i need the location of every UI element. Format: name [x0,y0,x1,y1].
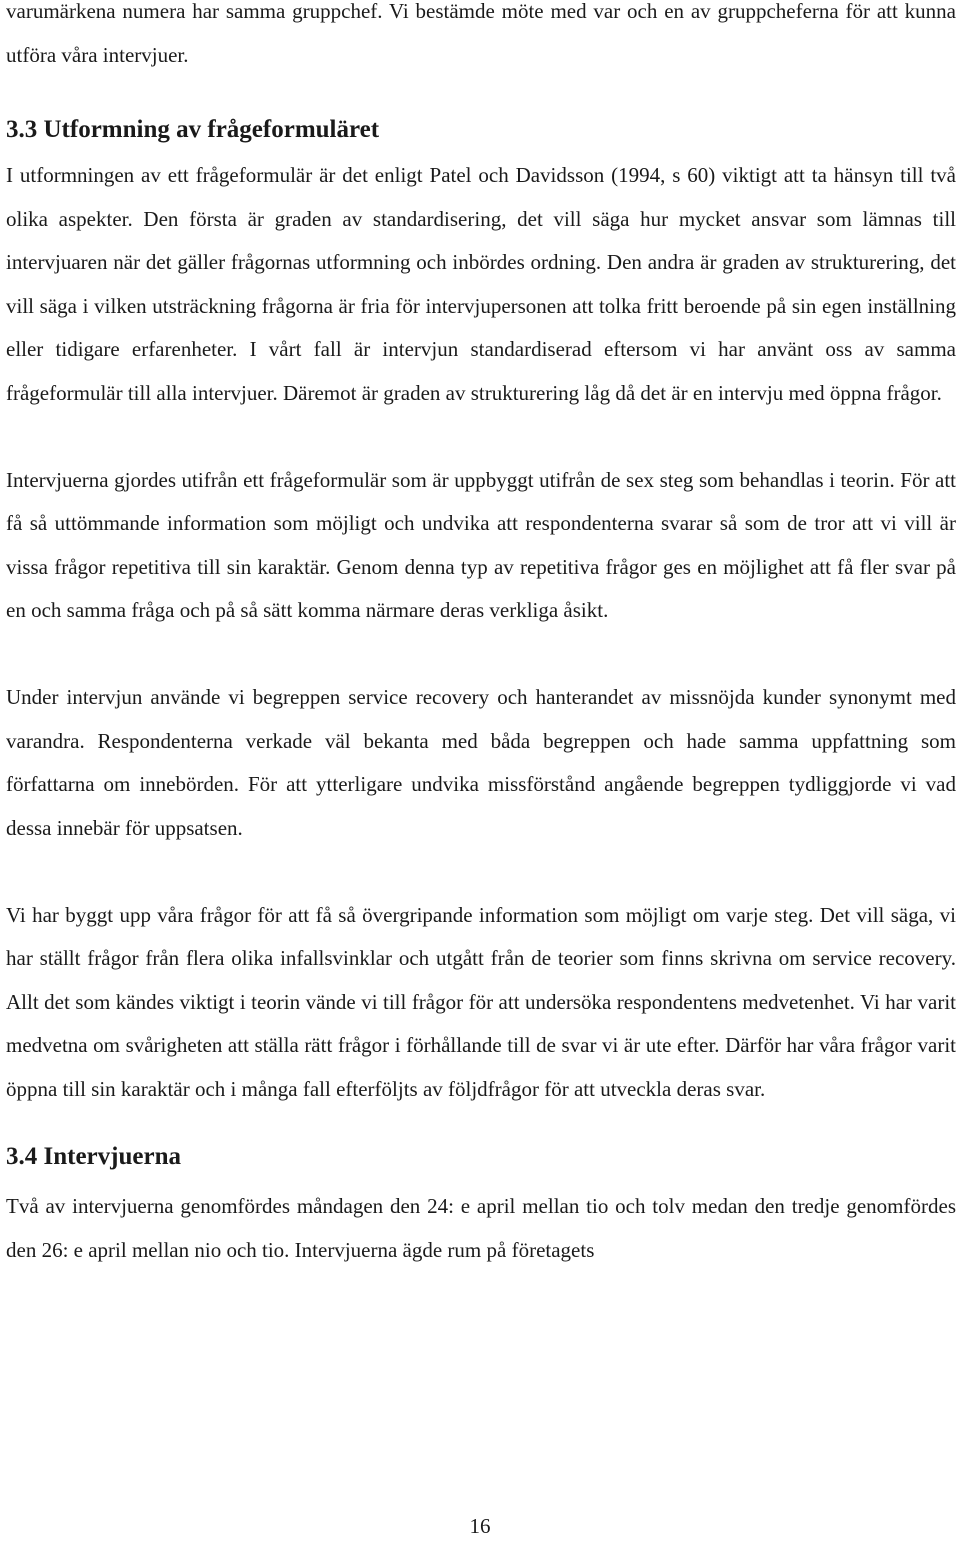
paragraph-spacer [6,415,956,459]
section-heading-3-3: 3.3 Utformning av frågeformuläret [6,116,380,143]
paragraph-standardisering: I utformningen av ett frågeformulär är det enligt Patel och Davidsson (1994, s 60) viktigt att ta hänsyn till två olika aspekter. Den första är graden av standardisering, det vill säga hur mycket ansvar som lämnas till intervjuaren när det gäller frågornas utformning och inbördes ordning. Den andra är graden av strukturering, det vill säga i vilken utsträckning frågorna är fria för intervjupersonen att tolka fritt beroende på sin egen inställning eller tidigare erfarenheter. I vårt fall är intervjun standardiserad eftersom vi har använt oss av samma frågeformulär till alla intervjuer. Däremot är graden av strukturering låg då det är en intervju med öppna frågor. [6,163,956,405]
page-number: 16 [469,1514,491,1538]
section-heading-3-4: 3.4 Intervjuerna [6,1143,181,1170]
paragraph-intervjuerna: Två av intervjuerna genomfördes måndagen den 24: e april mellan tio och tolv medan den tredje genomfördes den 26: e april mellan nio och tio. Intervjuerna ägde rum på företagets [6,1194,956,1262]
paragraph-fragor: Vi har byggt upp våra frågor för att få så övergripande information som möjligt om varje steg. Det vill säga, vi har ställt frågor från flera olika infallsvinklar och utgått från de teorier som finns skrivna om service recovery. Allt det som kändes viktigt i teorin vände vi till frågor för att undersöka respondentens medvetenhet. Vi har varit medvetna om svårigheten att ställa rätt frågor i förhållande till de svar vi är ute efter. Därför har våra frågor varit öppna till sin karaktär och i många fall efterföljts av följdfrågor för att utveckla deras svar. [6,902,956,1101]
paragraph-begrepp: Under intervjun använde vi begreppen service recovery och hanterandet av missnöjda kunder synonymt med varandra. Respondenterna verkade väl bekanta med båda begreppen och hade samma uppfattning som författarna om innebörden. För att ytterligare undvika missförstånd angående begreppen tydliggjorde vi vad dessa innebär för uppsatsen. [6,685,956,840]
intro-paragraph: varumärkena numera har samma gruppchef. Vi bestämde möte med var och en av gruppcheferna för att kunna utföra våra intervjuer. [6,0,956,67]
document-page [6,0,956,1272]
paragraph-spacer [6,633,956,677]
paragraph-fragformular: Intervjuerna gjordes utifrån ett frågeformulär som är uppbyggt utifrån de sex steg som behandlas i teorin. För att få så uttömmande information som möjligt och undvika att respondenterna svarar så som de tror att vi vill är vissa frågor repetitiva till sin karaktär. Genom denna typ av repetitiva frågor ges en möjlighet att få fler svar på en och samma fråga och på så sätt komma närmare deras verkliga åsikt. [6,467,956,622]
paragraph-spacer [6,850,956,894]
